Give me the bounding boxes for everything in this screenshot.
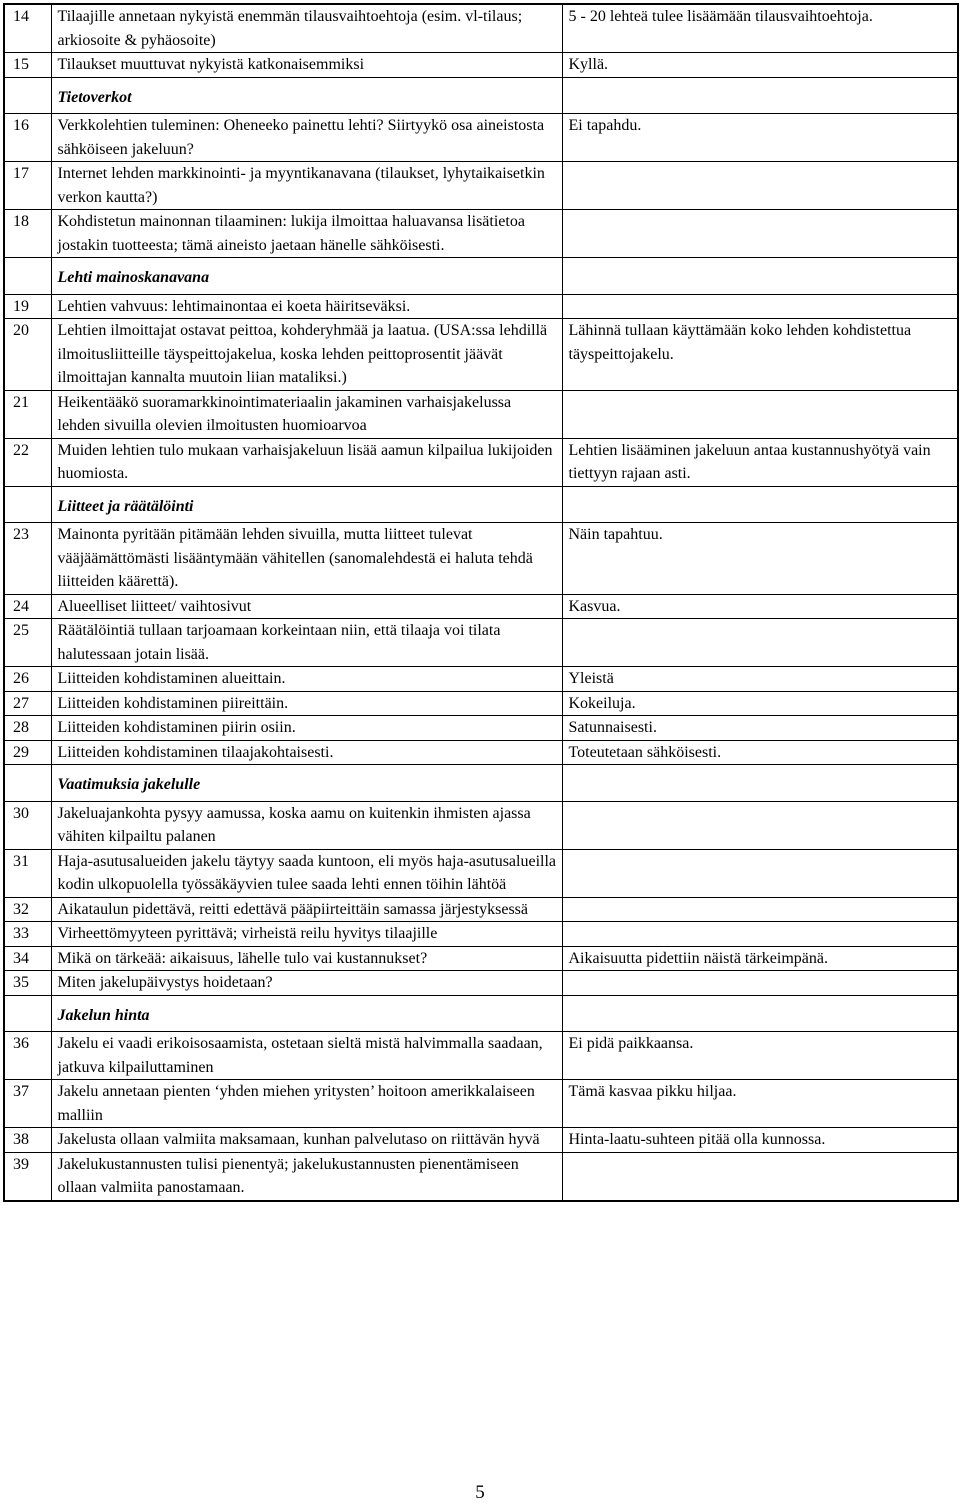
item-number: 21 [4, 390, 51, 438]
section-number-cell [4, 765, 51, 802]
item-answer: Kasvua. [562, 594, 958, 619]
section-title: Liitteet ja räätälöinti [51, 486, 562, 523]
item-answer: Lähinnä tullaan käyttämään koko lehden kohdistettua täyspeittojakelu. [562, 319, 958, 391]
item-number: 25 [4, 619, 51, 667]
item-statement: Lehtien ilmoittajat ostavat peittoa, kohderyhmää ja laatua. (USA:ssa lehdillä ilmoitusliitteille täyspeittojakelua, koska lehden peittoprosentit jäävät ilmoittajan kannalta muutoin liian mataliksi.) [51, 319, 562, 391]
table-row [4, 53, 958, 78]
item-number: 32 [4, 897, 51, 922]
item-answer: Kokeiluja. [562, 691, 958, 716]
item-number: 14 [4, 4, 51, 53]
item-statement: Muiden lehtien tulo mukaan varhaisjakeluun lisää aamun kilpailua lukijoiden huomiosta. [51, 438, 562, 486]
item-answer [562, 971, 958, 996]
table-row [4, 691, 958, 716]
item-answer: Satunnaisesti. [562, 716, 958, 741]
page-number: 5 [475, 1482, 485, 1503]
item-statement: Tilaajille annetaan nykyistä enemmän tilausvaihtoehtoja (esim. vl-tilaus; arkiosoite & pyhäosoite) [51, 4, 562, 53]
item-number: 16 [4, 114, 51, 162]
table-row [4, 319, 958, 391]
item-statement: Alueelliset liitteet/ vaihtosivut [51, 594, 562, 619]
item-number: 20 [4, 319, 51, 391]
table-row [4, 801, 958, 849]
item-statement: Mikä on tärkeää: aikaisuus, lähelle tulo vai kustannukset? [51, 946, 562, 971]
item-statement: Tilaukset muuttuvat nykyistä katkonaisemmiksi [51, 53, 562, 78]
section-header-row [4, 258, 958, 295]
item-number: 34 [4, 946, 51, 971]
item-answer: Toteutetaan sähköisesti. [562, 740, 958, 765]
item-number: 24 [4, 594, 51, 619]
section-title: Tietoverkot [51, 77, 562, 114]
item-answer: 5 - 20 lehteä tulee lisäämään tilausvaihtoehtoja. [562, 4, 958, 53]
item-number: 37 [4, 1080, 51, 1128]
item-number: 29 [4, 740, 51, 765]
item-answer: Näin tapahtuu. [562, 523, 958, 595]
item-statement: Jakelu ei vaadi erikoisosaamista, ostetaan sieltä mistä halvimmalla saadaan, jatkuva kilpailuttaminen [51, 1032, 562, 1080]
item-statement: Jakelukustannusten tulisi pienentyä; jakelukustannusten pienentämiseen ollaan valmiita panostamaan. [51, 1152, 562, 1201]
item-statement: Liitteiden kohdistaminen alueittain. [51, 667, 562, 692]
item-answer: Yleistä [562, 667, 958, 692]
item-number: 19 [4, 294, 51, 319]
item-answer: Hinta-laatu-suhteen pitää olla kunnossa. [562, 1128, 958, 1153]
item-answer [562, 162, 958, 210]
item-number: 28 [4, 716, 51, 741]
item-answer [562, 849, 958, 897]
table-row [4, 438, 958, 486]
item-statement: Verkkolehtien tuleminen: Oheneeko painettu lehti? Siirtyykö osa aineistosta sähköiseen jakeluun? [51, 114, 562, 162]
item-number: 36 [4, 1032, 51, 1080]
item-answer [562, 210, 958, 258]
item-number: 27 [4, 691, 51, 716]
item-answer [562, 1152, 958, 1201]
item-statement: Liitteiden kohdistaminen piireittäin. [51, 691, 562, 716]
item-answer: Kyllä. [562, 53, 958, 78]
item-statement: Liitteiden kohdistaminen piirin osiin. [51, 716, 562, 741]
item-answer: Aikaisuutta pidettiin näistä tärkeimpänä. [562, 946, 958, 971]
section-number-cell [4, 258, 51, 295]
item-number: 22 [4, 438, 51, 486]
item-number: 39 [4, 1152, 51, 1201]
item-statement: Heikentääkö suoramarkkinointimateriaalin jakaminen varhaisjakelussa lehden sivuilla olevien ilmoitusten huomioarvoa [51, 390, 562, 438]
table-row [4, 210, 958, 258]
table-row [4, 922, 958, 947]
item-statement: Virheettömyyteen pyrittävä; virheistä reilu hyvitys tilaajille [51, 922, 562, 947]
table-row [4, 716, 958, 741]
item-answer [562, 294, 958, 319]
item-number: 35 [4, 971, 51, 996]
item-statement: Räätälöintiä tullaan tarjoamaan korkeintaan niin, että tilaaja voi tilata halutessaan jotain lisää. [51, 619, 562, 667]
section-answer-cell [562, 258, 958, 295]
item-number: 17 [4, 162, 51, 210]
table-row [4, 1128, 958, 1153]
table-row [4, 1032, 958, 1080]
item-answer [562, 390, 958, 438]
item-answer: Ei pidä paikkaansa. [562, 1032, 958, 1080]
item-number: 30 [4, 801, 51, 849]
table-row [4, 162, 958, 210]
item-answer [562, 619, 958, 667]
section-title: Jakelun hinta [51, 995, 562, 1032]
section-number-cell [4, 77, 51, 114]
table-row [4, 946, 958, 971]
item-statement: Miten jakelupäivystys hoidetaan? [51, 971, 562, 996]
item-statement: Mainonta pyritään pitämään lehden sivuilla, mutta liitteet tulevat vääjäämättömästi lisääntymään vähitellen (sanomalehdestä ei haluta tehdä liitteiden käärettä). [51, 523, 562, 595]
item-statement: Jakelusta ollaan valmiita maksamaan, kunhan palvelutaso on riittävän hyvä [51, 1128, 562, 1153]
table-row [4, 1080, 958, 1128]
section-header-row [4, 765, 958, 802]
table-row [4, 390, 958, 438]
section-header-row [4, 486, 958, 523]
item-number: 15 [4, 53, 51, 78]
table-row [4, 114, 958, 162]
item-statement: Lehtien vahvuus: lehtimainontaa ei koeta häiritseväksi. [51, 294, 562, 319]
item-number: 38 [4, 1128, 51, 1153]
table-row [4, 971, 958, 996]
table-row [4, 619, 958, 667]
item-answer [562, 801, 958, 849]
item-statement: Jakelu annetaan pienten ‘yhden miehen yritysten’ hoitoon amerikkalaiseen malliin [51, 1080, 562, 1128]
section-number-cell [4, 486, 51, 523]
table-row [4, 740, 958, 765]
item-statement: Jakeluajankohta pysyy aamussa, koska aamu on kuitenkin ihmisten ajassa vähiten kilpailtu palanen [51, 801, 562, 849]
item-number: 23 [4, 523, 51, 595]
item-statement: Aikataulun pidettävä, reitti edettävä pääpiirteittäin samassa järjestyksessä [51, 897, 562, 922]
section-answer-cell [562, 486, 958, 523]
section-header-row [4, 995, 958, 1032]
table-row [4, 523, 958, 595]
table-row [4, 849, 958, 897]
item-number: 18 [4, 210, 51, 258]
survey-table-body [4, 4, 958, 1201]
table-row [4, 294, 958, 319]
table-row [4, 897, 958, 922]
item-statement: Internet lehden markkinointi- ja myyntikanavana (tilaukset, lyhytaikaisetkin verkon kautta?) [51, 162, 562, 210]
section-answer-cell [562, 77, 958, 114]
item-statement: Liitteiden kohdistaminen tilaajakohtaisesti. [51, 740, 562, 765]
item-number: 33 [4, 922, 51, 947]
table-row [4, 1152, 958, 1201]
item-statement: Kohdistetun mainonnan tilaaminen: lukija ilmoittaa haluavansa lisätietoa jostakin tuotteesta; tämä aineisto jaetaan hänelle sähköisesti. [51, 210, 562, 258]
item-answer [562, 922, 958, 947]
item-number: 31 [4, 849, 51, 897]
table-row [4, 667, 958, 692]
table-row [4, 4, 958, 53]
section-title: Vaatimuksia jakelulle [51, 765, 562, 802]
section-answer-cell [562, 765, 958, 802]
table-row [4, 594, 958, 619]
item-answer: Ei tapahdu. [562, 114, 958, 162]
section-title: Lehti mainoskanavana [51, 258, 562, 295]
survey-table [3, 3, 959, 1202]
item-answer: Tämä kasvaa pikku hiljaa. [562, 1080, 958, 1128]
item-number: 26 [4, 667, 51, 692]
item-answer: Lehtien lisääminen jakeluun antaa kustannushyötyä vain tiettyyn rajaan asti. [562, 438, 958, 486]
section-header-row [4, 77, 958, 114]
item-statement: Haja-asutusalueiden jakelu täytyy saada kuntoon, eli myös haja-asutusalueilla kodin ulkopuolella työssäkäyvien tulee saada lehti ennen töihin lähtöä [51, 849, 562, 897]
section-answer-cell [562, 995, 958, 1032]
item-answer [562, 897, 958, 922]
section-number-cell [4, 995, 51, 1032]
